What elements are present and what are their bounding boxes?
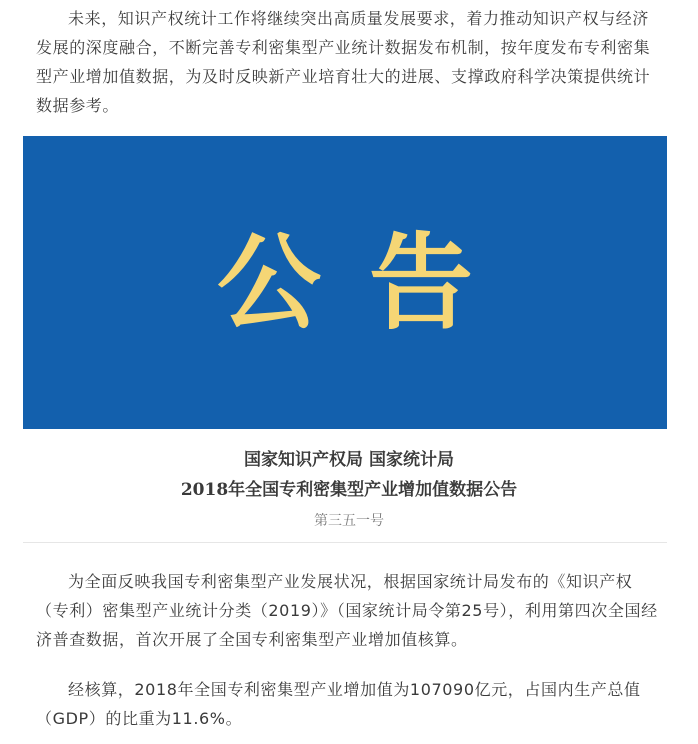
announcement-banner [23,136,667,429]
notice-issuer: 国家知识产权局 国家统计局 [244,450,454,470]
notice-title: 2018年全国专利密集型产业增加值数据公告 [180,480,518,500]
body-paragraph-1: 为全面反映我国专利密集型产业发展状况，根据国家统计局发布的《知识产权（专利）密集型产业统计分类（2019）》（国家统计局令第25号），利用第四次全国经济普查数据，首次开展了全国专利密集型产业增加值核算。 [36,572,658,649]
section-divider [23,542,667,543]
notice-number: 第三五一号 [314,513,384,529]
body-paragraph-2: 经核算，2018年全国专利密集型产业增加值为107090亿元，占国内生产总值（GDP）的比重为11.6%。 [36,680,641,728]
banner-title: 公告 [216,220,521,344]
intro-paragraph: 未来，知识产权统计工作将继续突出高质量发展要求，着力推动知识产权与经济发展的深度融合，不断完善专利密集型产业统计数据发布机制，按年度发布专利密集型产业增加值数据，为及时反映新产业培育壮大的进展、支撑政府科学决策提供统计数据参考。 [36,9,651,115]
